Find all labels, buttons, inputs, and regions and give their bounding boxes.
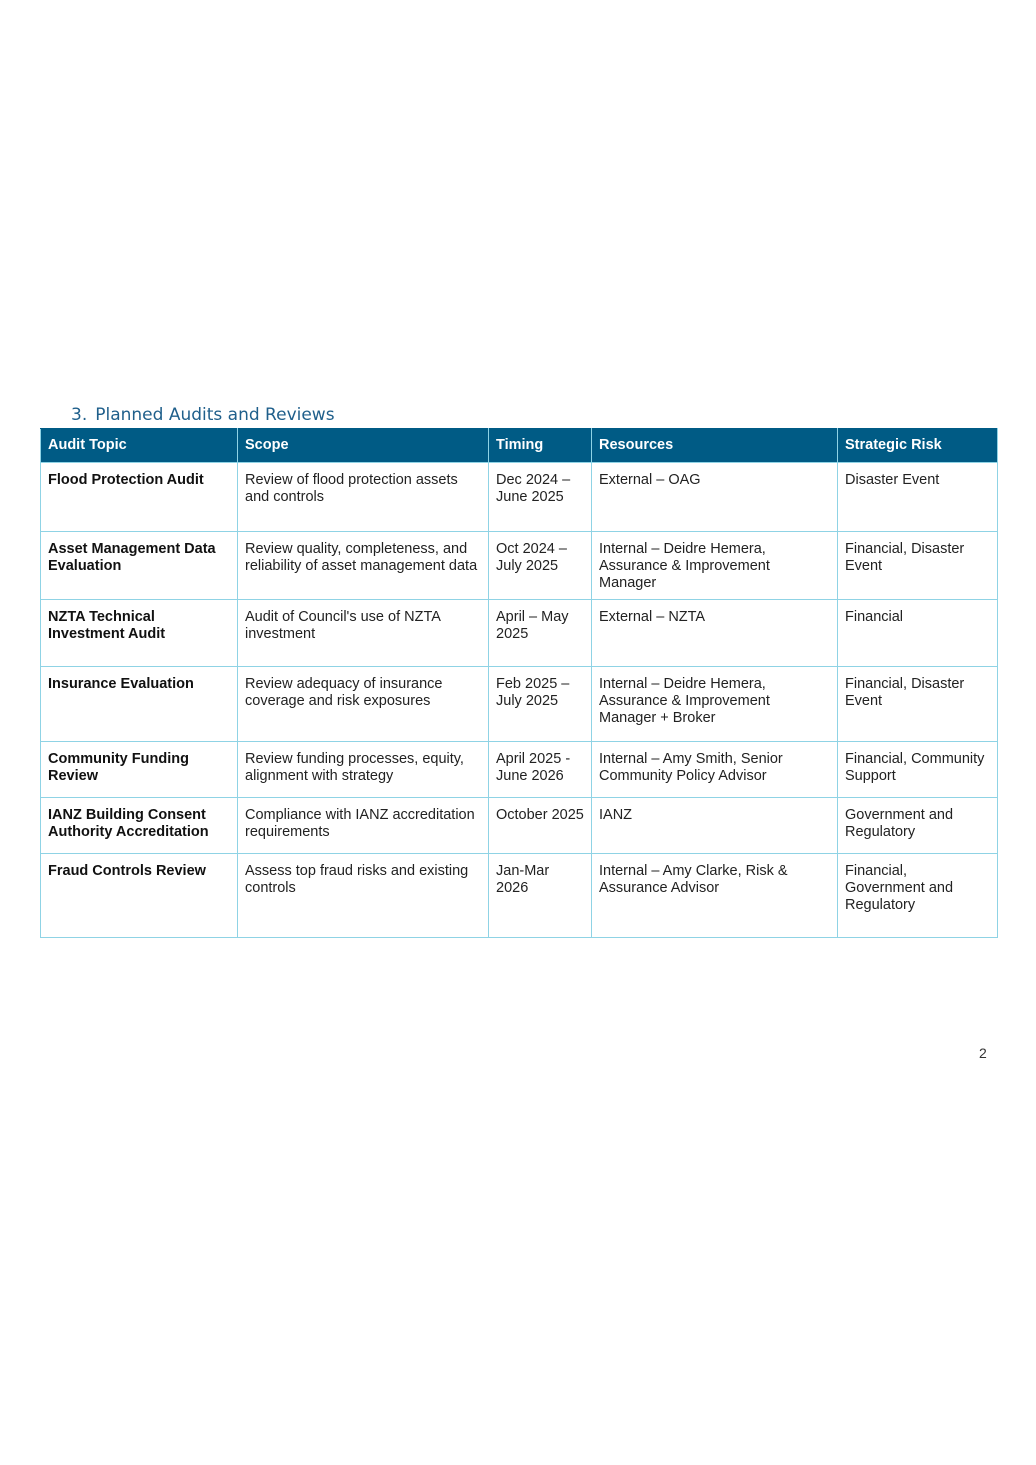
- scope-cell: Review quality, completeness, and reliability of asset management data: [238, 532, 489, 600]
- resources-cell: External – NZTA: [592, 600, 838, 667]
- audit-topic-cell: Insurance Evaluation: [41, 667, 238, 742]
- table-body: [41, 463, 998, 938]
- timing-cell: April 2025 - June 2026: [489, 742, 592, 798]
- scope-cell: Compliance with IANZ accreditation requirements: [238, 798, 489, 854]
- timing-cell: Dec 2024 – June 2025: [489, 463, 592, 532]
- section-heading: [71, 405, 335, 425]
- audit-topic-cell: Fraud Controls Review: [41, 854, 238, 938]
- header-row: [41, 429, 998, 463]
- timing-cell: Feb 2025 – July 2025: [489, 667, 592, 742]
- resources-cell: Internal – Deidre Hemera, Assurance & Improvement Manager: [592, 532, 838, 600]
- page-number: 2: [979, 1045, 987, 1061]
- header-scope: Scope: [238, 429, 489, 463]
- scope-cell: Review of flood protection assets and controls: [238, 463, 489, 532]
- table-header: [41, 429, 998, 463]
- audit-topic-cell: Community Funding Review: [41, 742, 238, 798]
- table-row: [41, 532, 998, 600]
- table-row: [41, 854, 998, 938]
- header-strategic-risk: Strategic Risk: [838, 429, 998, 463]
- scope-cell: Review adequacy of insurance coverage and risk exposures: [238, 667, 489, 742]
- header-resources: Resources: [592, 429, 838, 463]
- header-timing: Timing: [489, 429, 592, 463]
- strategic-risk-cell: Financial, Disaster Event: [838, 667, 998, 742]
- resources-cell: Internal – Deidre Hemera, Assurance & Improvement Manager + Broker: [592, 667, 838, 742]
- timing-cell: April – May 2025: [489, 600, 592, 667]
- scope-cell: Assess top fraud risks and existing controls: [238, 854, 489, 938]
- timing-cell: Oct 2024 – July 2025: [489, 532, 592, 600]
- strategic-risk-cell: Financial, Disaster Event: [838, 532, 998, 600]
- table-row: [41, 463, 998, 532]
- resources-cell: Internal – Amy Clarke, Risk & Assurance Advisor: [592, 854, 838, 938]
- timing-cell: October 2025: [489, 798, 592, 854]
- table-row: [41, 742, 998, 798]
- planned-audits-table: [40, 428, 998, 938]
- table-row: [41, 798, 998, 854]
- timing-cell: Jan-Mar 2026: [489, 854, 592, 938]
- section-number: 3.: [71, 405, 88, 425]
- resources-cell: Internal – Amy Smith, Senior Community Policy Advisor: [592, 742, 838, 798]
- audit-topic-cell: NZTA Technical Investment Audit: [41, 600, 238, 667]
- audit-topic-cell: Asset Management Data Evaluation: [41, 532, 238, 600]
- strategic-risk-cell: Financial: [838, 600, 998, 667]
- strategic-risk-cell: Disaster Event: [838, 463, 998, 532]
- strategic-risk-cell: Financial, Community Support: [838, 742, 998, 798]
- header-audit-topic: Audit Topic: [41, 429, 238, 463]
- resources-cell: External – OAG: [592, 463, 838, 532]
- audit-topic-cell: Flood Protection Audit: [41, 463, 238, 532]
- table-row: [41, 667, 998, 742]
- scope-cell: Review funding processes, equity, alignment with strategy: [238, 742, 489, 798]
- resources-cell: IANZ: [592, 798, 838, 854]
- strategic-risk-cell: Financial, Government and Regulatory: [838, 854, 998, 938]
- audit-topic-cell: IANZ Building Consent Authority Accreditation: [41, 798, 238, 854]
- section-title: Planned Audits and Reviews: [95, 405, 335, 425]
- table-row: [41, 600, 998, 667]
- strategic-risk-cell: Government and Regulatory: [838, 798, 998, 854]
- scope-cell: Audit of Council's use of NZTA investment: [238, 600, 489, 667]
